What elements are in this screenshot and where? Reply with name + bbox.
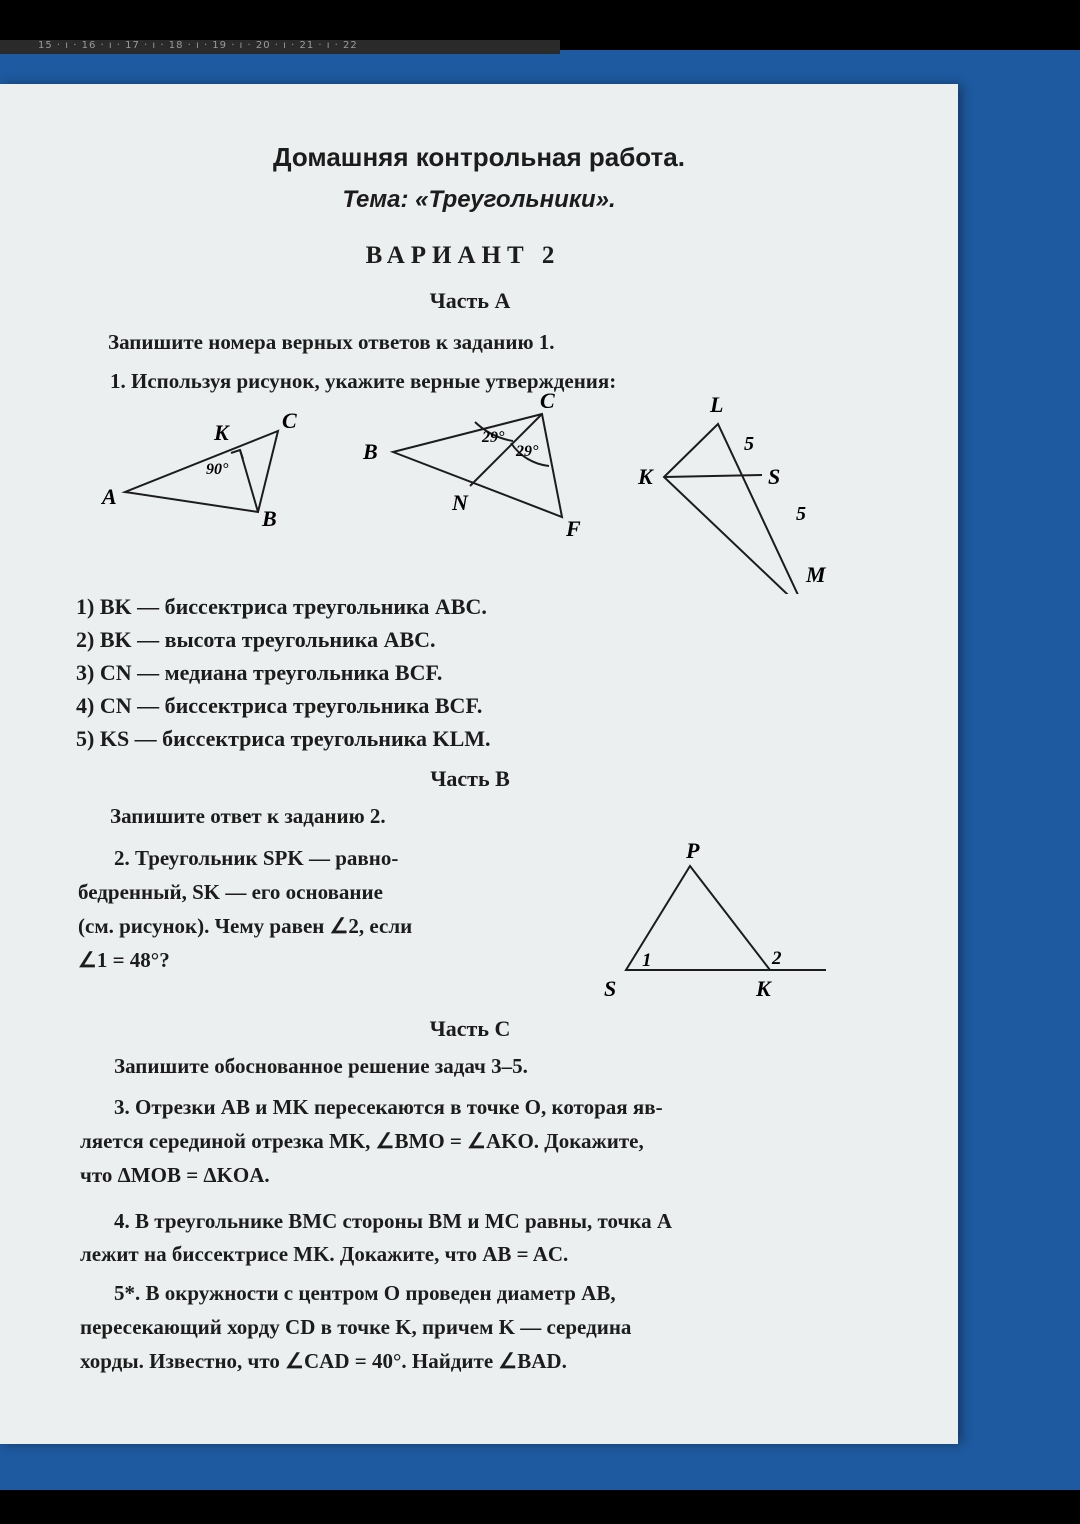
task-3-line-3: что ΔMOB = ΔKOA. bbox=[80, 1163, 270, 1187]
fig1-label-a: A bbox=[102, 484, 117, 509]
fig4-angle-2: 2 bbox=[772, 948, 782, 969]
document-page bbox=[0, 84, 958, 1444]
fig2-label-b: B bbox=[363, 439, 378, 464]
variant-heading: ВАРИАНТ 2 bbox=[365, 242, 561, 269]
task-2-line-1: 2. Треугольник SPK — равно- bbox=[114, 846, 399, 870]
fig3-label-s: S bbox=[768, 464, 781, 489]
task-3-line-1: 3. Отрезки AB и MK пересекаются в точке O, которая яв- bbox=[114, 1095, 663, 1119]
part-c-instruction: Запишите обоснованное решение задач 3–5. bbox=[114, 1054, 528, 1078]
fig1-label-c: C bbox=[282, 408, 297, 433]
fig3-label-m-box bbox=[800, 560, 840, 590]
task-4-line-1: 4. В треугольнике BMC стороны BM и MC равны, точка A bbox=[114, 1209, 673, 1233]
task-2-line-3: (см. рисунок). Чему равен ∠2, если bbox=[78, 914, 413, 938]
task-1-text: 1. Используя рисунок, укажите верные утверждения: bbox=[110, 369, 617, 393]
fig3-label-l: L bbox=[710, 392, 724, 417]
task-5-line-1: 5*. В окружности с центром O проведен диаметр AB, bbox=[114, 1281, 616, 1305]
page-title: Домашняя контрольная работа. bbox=[273, 142, 685, 172]
fig4-label-p: P bbox=[686, 838, 700, 863]
page-topic: Тема: «Треугольники». bbox=[342, 186, 616, 213]
fig4-label-s: S bbox=[604, 976, 617, 1001]
fig2-angle-1: 29° bbox=[482, 429, 505, 446]
option-2: 2) BK — высота треугольника ABC. bbox=[76, 627, 436, 652]
figure-triangle-klm bbox=[664, 424, 806, 594]
option-5: 5) KS — биссектриса треугольника KLM. bbox=[76, 726, 491, 751]
fig3-side-2: 5 bbox=[796, 503, 806, 525]
part-a-instruction: Запишите номера верных ответов к заданию 1. bbox=[108, 330, 555, 354]
fig1-label-k: K bbox=[214, 420, 229, 445]
task-3-line-2: ляется серединой отрезка MK, ∠BMO = ∠AKO. Докажите, bbox=[80, 1129, 644, 1153]
task-4-line-2: лежит на биссектрисе MK. Докажите, что AB = AC. bbox=[80, 1242, 569, 1266]
part-b-heading: Часть В bbox=[430, 766, 510, 791]
figure-triangle-bcf bbox=[393, 414, 562, 517]
figure-triangle-abc bbox=[125, 431, 278, 512]
part-b-instruction: Запишите ответ к заданию 2. bbox=[110, 804, 386, 828]
fig2-label-c: C bbox=[540, 388, 555, 413]
task-5-line-3: хорды. Известно, что ∠CAD = 40°. Найдите ∠BAD. bbox=[80, 1349, 567, 1373]
fig4-label-k: K bbox=[756, 976, 771, 1001]
option-4: 4) CN — биссектриса треугольника BCF. bbox=[76, 693, 483, 718]
fig2-label-n: N bbox=[452, 490, 468, 515]
fig2-angle-2: 29° bbox=[516, 443, 539, 460]
document-ruler: 15 · ı · 16 · ı · 17 · ı · 18 · ı · 19 · ı · 20 · ı · 21 · ı · 22 bbox=[0, 40, 560, 54]
option-1: 1) BK — биссектриса треугольника ABC. bbox=[76, 594, 487, 619]
task-5-line-2: пересекающий хорду CD в точке K, причем K — середина bbox=[80, 1315, 632, 1339]
fig3-label-k: K bbox=[638, 464, 653, 489]
fig1-angle-label: 90° bbox=[206, 461, 229, 478]
fig4-angle-1: 1 bbox=[642, 950, 652, 971]
fig3-label-m: M bbox=[806, 562, 826, 587]
task-2-line-2: бедренный, SK — его основание bbox=[78, 880, 383, 904]
option-3: 3) CN — медиана треугольника BCF. bbox=[76, 660, 443, 685]
part-a-heading: Часть А bbox=[429, 288, 511, 313]
fig2-label-f: F bbox=[566, 516, 581, 541]
part-c-heading: Часть С bbox=[429, 1016, 511, 1041]
task-2-figure bbox=[590, 830, 840, 1010]
fig3-side-1: 5 bbox=[744, 433, 754, 455]
task-2-line-4: ∠1 = 48°? bbox=[78, 948, 170, 972]
fig1-label-b: B bbox=[262, 506, 277, 531]
